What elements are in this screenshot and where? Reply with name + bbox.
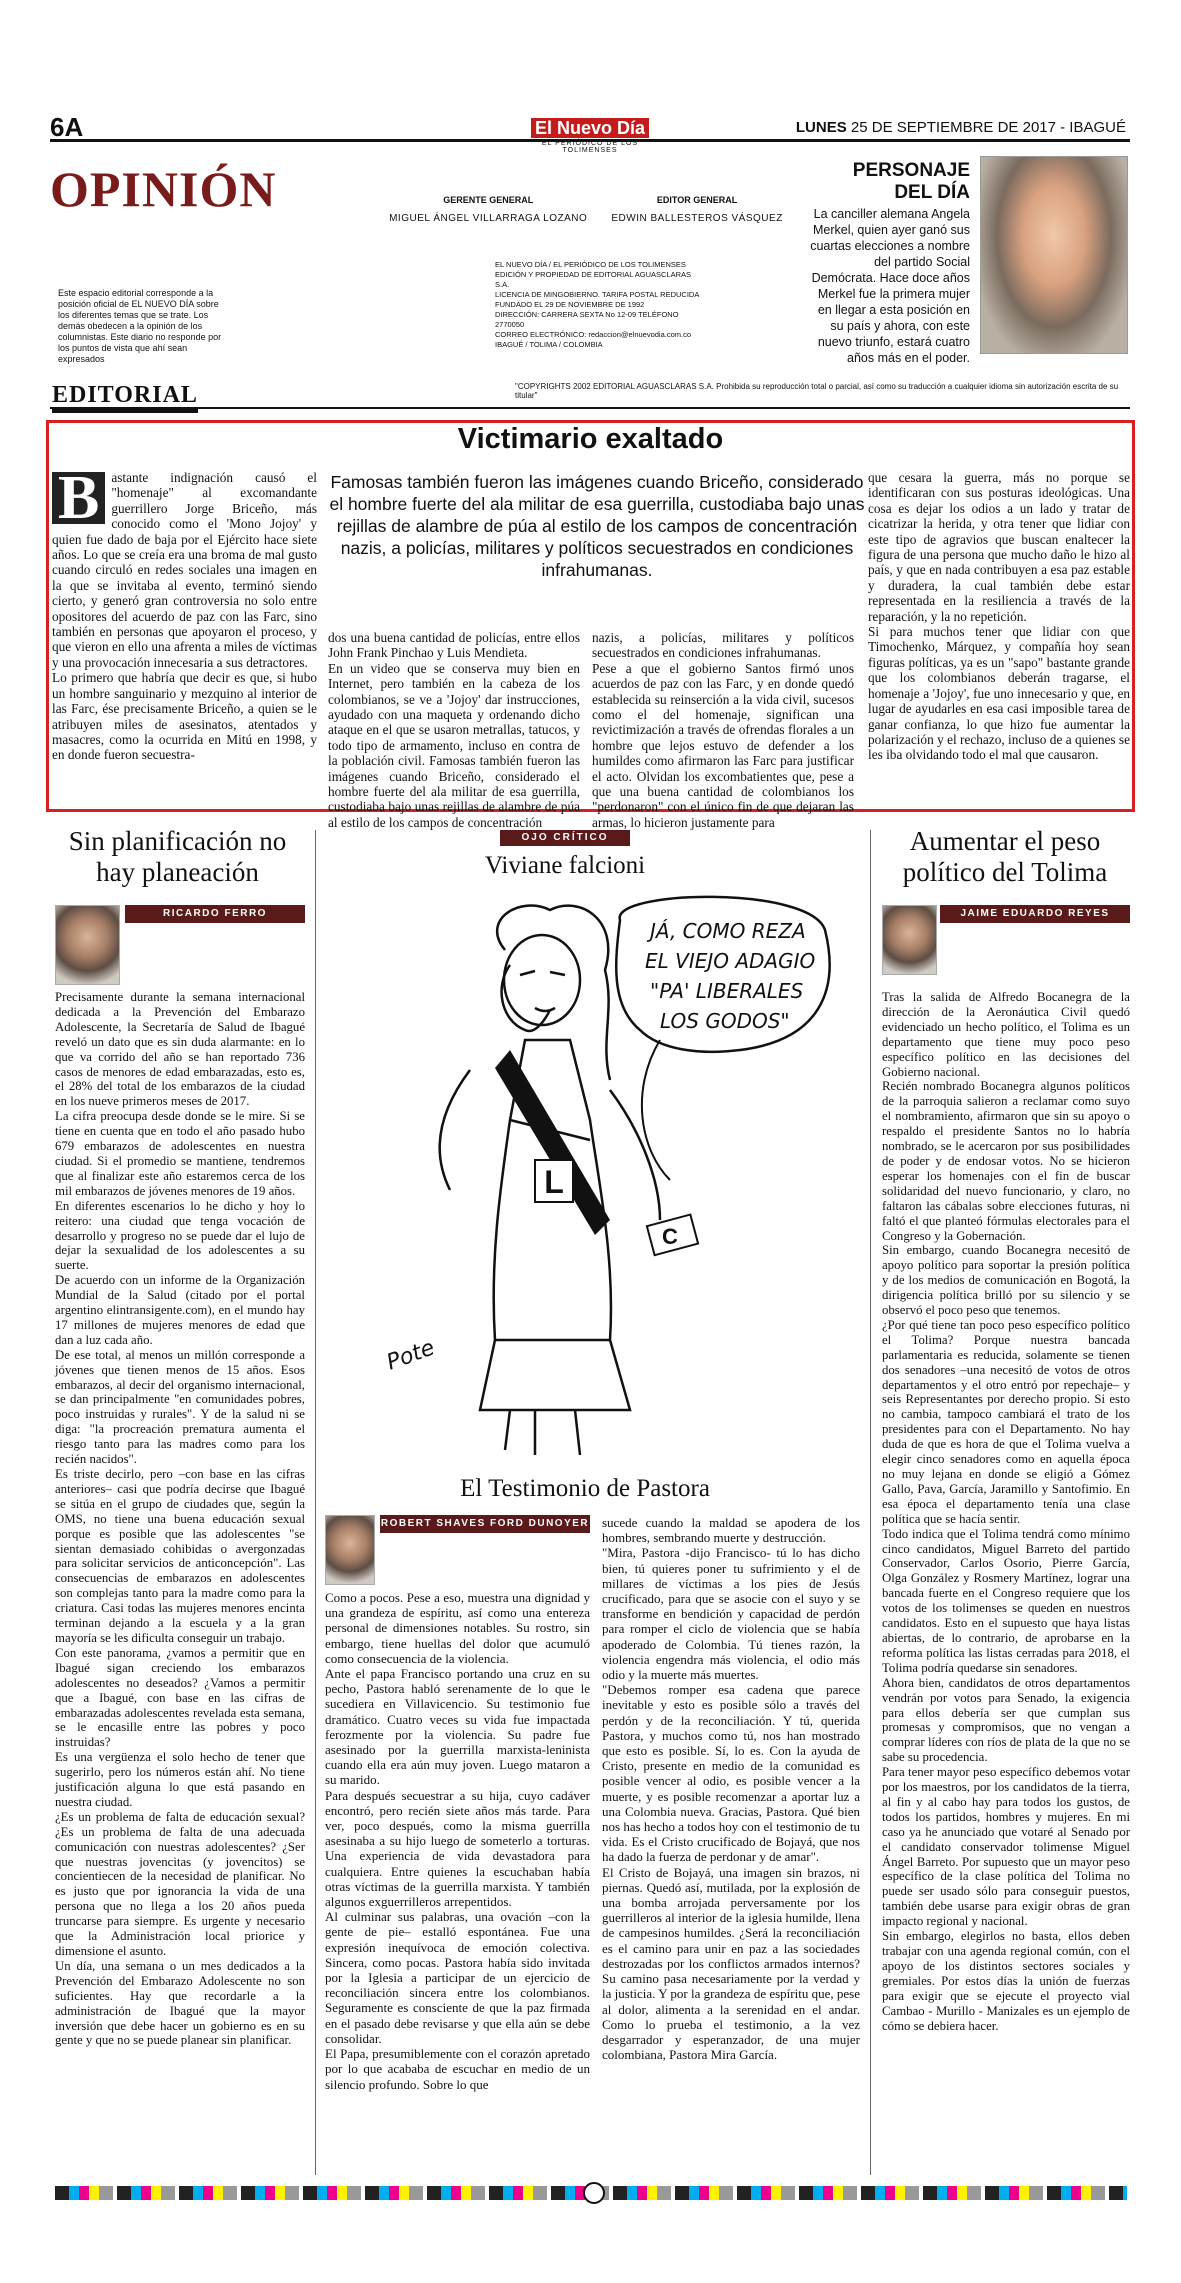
ricardo-ferro-photo <box>55 905 120 985</box>
jaime-reyes-photo <box>882 905 937 975</box>
registration-mark-icon <box>583 2182 605 2204</box>
logo-text: El Nuevo Día <box>531 118 649 138</box>
manager-block <box>385 195 591 224</box>
page-number: 6A <box>50 112 84 142</box>
personaje-heading-1: PERSONAJE <box>852 160 970 181</box>
center-headline: El Testimonio de Pastora <box>460 1475 710 1502</box>
staff-box <box>385 195 815 224</box>
svg-text:C: C <box>662 1224 678 1249</box>
editorial-col-4: que cesara la guerra, más no porque se identificaran con sus posturas ideológicas. Una cosa es dejar los odios a un lado y tratar de cicatrizar la herida, y otra tener que lidiar con este tipo de agravios que buscan enaltecer la figura de una persona que mucho daño le hizo al país, y que en nada contribuyen a esa paz estable y duradera, la cual también debe estar representada en la resiliencia a través de la reparación, y la no repetición. Si para muchos tener que lidiar con que Timochenko, Márquez, y compañía hoy sean figuras políticas, ya es un "sapo" bastante grande que los colombianos deberán tragarse, el homenaje a 'Jojoy', fue uno innecesario y que, en lugar de ayudarles en esa casi imposible tarea de ganar confianza, lo que hizo fue aumentar la polarización y el rechazo, incluso de a quienes se les iba olvidando todo el mal que causaron. <box>868 470 1130 763</box>
dateline <box>796 119 1126 136</box>
editorial-tag: EDITORIAL <box>52 382 198 413</box>
editorial-title: Victimario exaltado <box>457 423 724 455</box>
dateline-date: 25 DE SEPTIEMBRE DE 2017 - IBAGUÉ <box>850 119 1126 136</box>
political-cartoon <box>360 890 835 1470</box>
dateline-day: LUNES <box>795 119 847 136</box>
robert-shaves-photo <box>325 1515 375 1585</box>
cartoon-title: Viviane falcioni <box>484 852 646 879</box>
sash-letter: L <box>544 1164 564 1200</box>
editorial-deck: Famosas también fueron las imágenes cuando Briceño, considerado el hombre fuerte del ala militar de esa guerrilla, custodiaba bajo unas rejillas de alambre de púa al estilo de los campos de concentración nazis, a policías, militares y políticos secuestrados en condiciones infrahumanas. <box>329 472 865 580</box>
cartoonist-signature: Pote <box>383 1335 438 1376</box>
newspaper-logo <box>520 114 660 154</box>
editorial-dropcap: B <box>52 472 105 524</box>
editor-name: EDWIN BALLESTEROS VÁSQUEZ <box>611 213 783 224</box>
section-note: Este espacio editorial corresponde a la posición oficial de EL NUEVO DÍA sobre los diferentes temas que se trate. Los demás obedecen a la opinión de los columnistas. Este diario no responde por los puntos de vista que ahí sean expresados <box>58 288 222 364</box>
right-author: JAIME EDUARDO REYES <box>940 905 1130 923</box>
section-title: OPINIÓN <box>50 161 277 217</box>
ojo-critico-tag: OJO CRÍTICO <box>500 830 630 846</box>
personaje-text: La canciller alemana Angela Merkel, quien ayer ganó sus cuartas elecciones a nombre del partido Social Demócrata. Hace doce años Merkel fue la primera mujer en llegar a esta posición en su país y ahora, con este nuevo triunfo, estará cuatro años más en el poder. <box>810 207 970 365</box>
editorial-col-3: nazis, a policías, militares y políticos secuestrados en condiciones infrahumanas. Pese a que el gobierno Santos firmó unos acuerdos de paz con las Farc, y en donde quedó establecida su reinserción a la vida civil, sucesos como el del homenaje, significan una revictimización a través de ofrendas florales a un hombre que lejos estuvo de defender a los humildes como afirmaron las Farc para justificar el acto. Olvidan los excombatientes que, pese a que una buena cantidad de colombianos los "perdonaron" con el único fin de que dejaran las armas, lo hicieron justamente para <box>592 630 854 830</box>
center-col-b: sucede cuando la maldad se apodera de los hombres, sembrando muerte y destrucción. "Mira, Pastora -dijo Francisco- tú lo has dicho bien, tú quieres poner tu sufrimiento y el de millares de víctimas a los pies de Jesús crucificado, para que se asocie con el suyo y se transforme en bendición y capacidad de perdón para romper el ciclo de violencia que se había apoderado de Colombia. Tú tienes razón, la violencia engendra más violencia, el odio más odio y la muerte más muertes. "Debemos romper esa cadena que parece inevitable y esto es posible sólo a través del perdón y de la reconciliación. Y tú, querida Pastora, y muchos como tú, nos han mostrado que esto es posible. Sí, lo es. Con la ayuda de Cristo, presente en medio de la comunidad es posible vencer al odio, es posible vencer a la muerte, y es posible recomenzar a aportar luz a una Colombia nueva. Gracias, Pastora. Qué bien nos has hecho a todos hoy con el testimonio de tu vida. Es el Cristo crucificado de Bojayá, que nos ha dado la fuerza de perdonar y de amar". El Cristo de Bojayá, una imagen sin brazos, ni piernas. Quedó así, mutilada, por la explosión de una bomba arrojada perversamente por los guerrilleros al interior de la iglesia humilde, llena de campesinos humildes. ¿Será la reconciliación es el camino para unir en paz a las sociedades destrozadas por los conflictos armados internos? Su camino pasa necesariamente por la verdad y la justicia. Y por la grandeza de espíritu que, pese al dolor, alimenta a la serenidad en el andar. Como lo prueba el testimonio, a la vez desgarrador y esperanzador, de una mujer colombiana, Pastora Mira García. <box>602 1515 860 2063</box>
editorial-col-1-text: astante indignación causó el "homenaje" al excomandante guerrillero Jorge Briceño, más conocido como el 'Mono Jojoy' y quien fue dado de baja por el Ejército hace siete años. Lo que se creía era una broma de mal gusto cuando circuló en redes sociales una imagen en la que se invitaba al evento, terminó siendo cierto, y generó gran controversia no solo entre opositores del acuerdo de paz con las Farc, sino también en personas que apoyaron el proceso, y que vieron en ello una afrenta a miles de víctimas y una provocación innecesaria a sus detractores. Lo primero que habría que decir es que, si hubo un hombre sanguinario y mezquino al interior de las Farc, ése precisamente Briceño, a quien se le atribuyen miles de asesinatos, atentados y masacres, como la ocurrida en Mitú en 1998, y en donde fueron secuestra- <box>52 470 317 763</box>
personaje-heading-2: DEL DÍA <box>894 182 970 203</box>
center-col-a: Como a pocos. Pese a eso, muestra una dignidad y una grandeza de espíritu, así como una entereza personal de dimensiones notables. Su rostro, sin embargo, tiene huellas del dolor que acumuló como consecuencia de la violencia. Ante el papa Francisco portando una cruz en su pecho, Pastora habló serenamente de lo que le sucediera en Villavicencio. Su testimonio fue dramático. Cuatro veces su vida fue impactada ferozmente por la violencia. Su padre fue asesinado por la guerrilla marxista-leninista cuando ella era aún muy joven. Luego mataron a su marido. Para después secuestrar a su hija, cuyo cadáver encontró, pero recién siete años más tarde. Para ver, poco después, como la misma guerrilla asesinaba a su hijo luego de someterlo a torturas. Una experiencia de vida devastadora para cualquiera. Entre quienes la escuchaban había otras víctimas de la guerrilla marxista. Y también algunos exguerrilleros arrepentidos. Al culminar sus palabras, una ovación –con la gente de pie– estalló espontánea. Fue una expresión inequívoca de emoción colectiva. Sincera, como pocas. Pastora había sido invitada por la Iglesia a participar de un ejercicio de reconciliación sincera entre los colombianos. Seguramente es consciente de que la paz firmada en el pasado debe revisarse y que ella aún se debe consolidar. El Papa, presumiblemente con el corazón apretado por lo que acababa de escuchar en medio de un silencio profundo. Sobre lo que <box>325 1590 590 2092</box>
column-divider <box>315 830 316 2175</box>
editor-label: EDITOR GENERAL <box>656 195 738 205</box>
copyright-note: "COPYRIGHTS 2002 EDITORIAL AGUASCLARAS S.A. Prohibida su reproducción total o parcial, así como su traducción a cualquier idioma sin autorización escrita de su titular" <box>515 382 1119 400</box>
merkel-photo <box>980 156 1128 354</box>
left-author: RICARDO FERRO <box>125 905 305 923</box>
right-body: Tras la salida de Alfredo Bocanegra de la dirección de la Aeronáutica Civil quedó evidenciado un hecho político, el Tolima es un departamento que tiene muy poco peso específico político en las decisiones del Gobierno nacional. Recién nombrado Bocanegra algunos políticos de la parroquia salieron a reclamar como suyo el nombramiento, afirmaron que sin su apoyo o respaldo el presidente Santos no lo habría nombrado, se le acercaron por sus posibilidades de poder y de endosar votos. No se hicieron esperar los homenajes con el fin de buscar solidaridad del nuevo funcionario, y claro, no faltaron las cábalas sobre elecciones futuras, ni faltó el que planteó fórmulas electorales para el Congreso y la Gobernación. Sin embargo, cuando Bocanegra necesitó de apoyo político para soportar la presión política y de los medios de comunicación en Bogotá, la dirigencia política brilló por su silencio y se observó el poco peso que tenemos. ¿Por qué tiene tan poco peso específico político el Tolima? Porque nuestra bancada parlamentaria es reducida, solamente se tienen dos senadores –una necesitó de votos de otros departamentos y el otro entró por repechaje– y seis Representantes por derecho propio. Si esto no cambia, tampoco cambiará el trato de los presidentes para con el Departamento. No hay duda de que es hora de que el Tolima vuelva a elegir cinco senadores como en aquella época no muy lejana en donde se eligió a Gómez Gallo, Pava, García, Jaramillo y Santofimio. En esa época el departamento tenía una clase política que se hacía sentir. Todo indica que el Tolima tendrá como mínimo cinco candidatos, Miguel Barreto del partido Conservador, Carlos Osorio, Pierre García, Olga González y Rosmery Martínez, lograr una bancada fuerte en el Congreso requiere que los votos de los tolimenses se queden en nuestros candidatos. Esto en el supuesto que haya listas abiertas, de lo contrario, de aprobarse en la reforma política las listas cerradas para 2018, el Tolima podría quedarse sin senadores. Ahora bien, candidatos de otros departamentos vendrán por votos para Senado, la exigencia para ellos debería ser que cumplan sus promesas y compromisos, que no vengan a comprar líderes con ríos de plata de la que no se sabe su procedencia. Para tener mayor peso específico debemos votar por los maestros, por los candidatos de la tierra, al fin y al cabo hay para todos los gustos, de todos los partidos, hombres y mujeres. En mi caso ya he anunciado que votaré al Senado por el candidato conservador tolimense Miguel Ángel Barreto. Por supuesto que un mayor peso específico de la clase política del Tolima no puede ser usado sólo para conseguir puestos, también debe usarse para exigir obras de gran impacto regional y nacional. Sin embargo, elegirlos no basta, ellos deben trabajar con una agenda regional común, con el apoyo de los distintos sectores sociales y gremiales. Por estos días la unión de fuerzas para exigir que se ejecute el proyecto vial Cambao - Murillo - Manizales es un ejemplo de cómo se debiera hacer. <box>882 990 1130 2033</box>
center-author: ROBERT SHAVES FORD DUNOYER <box>380 1515 590 1533</box>
manager-label: GERENTE GENERAL <box>443 195 534 205</box>
editor-block <box>594 195 800 224</box>
right-headline: Aumentar el peso político del Tolima <box>902 826 1108 887</box>
bubble-text: JÁ, COMO REZA EL VIEJO ADAGIO "PA' LIBERALES LOS GODOS" <box>645 919 816 1033</box>
editorial-col-2: dos una buena cantidad de policías, entre ellos John Frank Pinchao y Luis Mendieta. En un video que se conserva muy bien en Internet, pero también en la cabeza de los colombianos, se ve a 'Jojoy' dar instrucciones, ayudado con una maqueta y ordenando dicho ataque en el que se usaron metrallas, tatucos, y todo tipo de armamento, incluso en contra de la población civil. Famosas también fueron las imágenes cuando Briceño, considerado el hombre fuerte del ala militar de esa guerrilla, custodiaba bajo unas rejillas de alambre de púa al estilo de los campos de concentración <box>328 630 580 830</box>
imprint: EL NUEVO DÍA / EL PERIÓDICO DE LOS TOLIMENSES EDICIÓN Y PROPIEDAD DE EDITORIAL AGUASCLARAS S.A. LICENCIA DE MINGOBIERNO. TARIFA POSTAL REDUCIDA FUNDADO EL 29 DE NOVIEMBRE DE 1992 DIRECCIÓN: CARRERA SEXTA No 12-09 TELÉFONO 2770050 CORREO ELECTRÓNICO: redaccion@elnuevodia.com.co IBAGUÉ / TOLIMA / COLOMBIA <box>495 260 700 349</box>
left-headline: Sin planificación no hay planeación <box>68 826 287 887</box>
left-body: Precisamente durante la semana internacional dedicada a la Prevención del Embarazo Adolescente, la Secretaría de Salud de Ibagué reveló un dato que es sin duda alarmante: en lo que va corrido del año se han reportado 736 casos de menores de edad embarazadas, esto es, el 28% del total de los embarazos de la ciudad en los nueve primeros meses de 2017. La cifra preocupa desde donde se le mire. Si se tiene en cuenta que en todo el año pasado hubo 679 embarazos de adolescentes en nuestra ciudad. Si el promedio se mantiene, tendremos que al finalizar este año estaremos cerca de los mil embarazos de jóvenes menores de 19 años. En diferentes escenarios lo he dicho y hoy lo reitero: una ciudad que tenga vocación de desarrollo y progreso no se puede dar el lujo de dejar la sexualidad de los adolescentes a su suerte. De acuerdo con un informe de la Organización Mundial de la Salud (citado por el portal argentino elintransigente.com), en el mundo hay 17 millones de mujeres menores de edad que dan a luz cada año. De ese total, al menos un millón corresponde a jóvenes que tienen menos de 15 años. Esos embarazos, al decir del organismo internacional, se dan principalmente "en comunidades pobres, poco instruidas y rurales". Y de la salud ni se diga: "la procreación prematura aumenta el riesgo tanto para las madres como para los recién nacidos". Es triste decirlo, pero –con base en las cifras anteriores– casi que podría decirse que Ibagué se sitúa en el grupo de ciudades que, según la OMS, no tiene una buena educación sexual porque es posible que las adolescentes "se sientan demasiado cohibidas o avergonzadas para solicitar servicios de anticoncepción". Las consecuencias de embarazos en adolescentes son complejas tanto para la madre como para la criatura. Casi todas las mujeres menores encinta terminan dejando a la escuela y a la gran mayoría se les dificulta conseguir un trabajo. Con este panorama, ¿vamos a permitir que en Ibagué sigan creciendo los embarazos adolescentes no deseados? ¿Vamos a permitir que a Ibagué, con base en las cifras de embarazadas adolescentes revelada esta semana, se le encasille entre las pobres y poco instruidas? Es una vergüenza el solo hecho de tener que sugerirlo, pero los números están ahí. No tiene justificación alguna lo que está pasando en nuestra ciudad. ¿Es un problema de falta de educación sexual? ¿Es un problema de falta de una adecuada comunicación con nuestras adolescentes? ¿Ser que nuestras jovencitas (y jovencitos) se concientiecen de la necesidad de planificar. No es justo que por ignorancia la vida de una persona que no llega a los 20 años pueda truncarse para siempre. Es urgente y necesario que la Administración local priorice y dimensione el asunto. Un día, una semana o un mes dedicados a la Prevención del Embarazo Adolescente no son suficientes. Hay que recordarle a la administración de Ibagué que la mayor inversión que debe hacer un gobierno es en su gente y que no se puede planear sin planificar. <box>55 990 305 2048</box>
manager-name: MIGUEL ÁNGEL VILLARRAGA LOZANO <box>389 213 588 224</box>
editorial-col-1 <box>52 464 317 805</box>
logo-tagline: EL PERIÓDICO DE LOS TOLIMENSES <box>541 140 639 154</box>
personaje-heading <box>810 160 970 204</box>
column-divider <box>870 830 871 2175</box>
